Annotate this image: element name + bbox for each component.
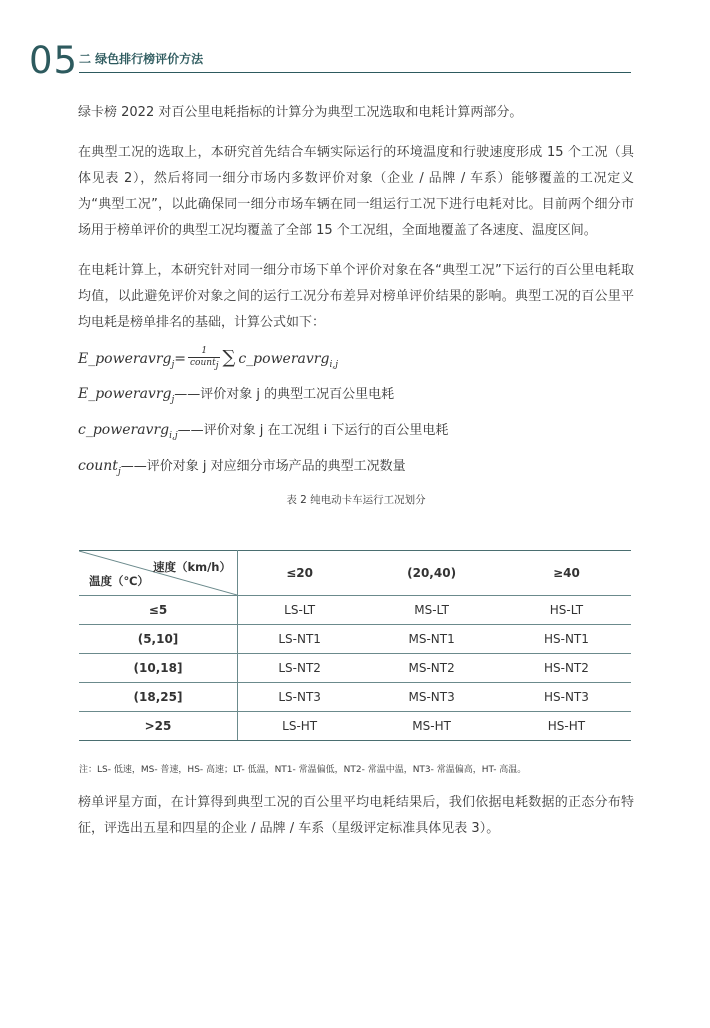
chapter-title: 二 绿色排行榜评价方法 [79,52,204,66]
table-cell: MS-NT3 [361,683,502,712]
table-row [79,683,631,712]
main-content [78,100,634,521]
def3-desc: ——评价对象 j 对应细分市场产品的典型工况数量 [120,459,406,474]
table-row [79,625,631,654]
table-note: 注：LS- 低速，MS- 普速，HS- 高速；LT- 低温，NT1- 常温偏低，NT2- 常温中温，NT3- 常温偏高，HT- 高温。 [79,765,527,775]
table-row [79,654,631,683]
closing-section [78,790,634,856]
formula-eq: = [174,351,187,367]
definition-2 [78,412,634,448]
def3-var: count [78,458,118,474]
definition-1 [78,376,634,412]
paragraph-star-rating: 榜单评星方面，在计算得到典型工况的百公里平均电耗结果后，我们依据电耗数据的正态分布特征，评选出五星和四星的企业 / 品牌 / 车系（星级评定标准具体见表 3）。 [78,795,634,836]
column-header: ≥40 [502,551,631,596]
def2-desc: ——评价对象 j 在工况组 i 下运行的百公里电耗 [177,423,449,438]
def1-sub: j [171,394,175,405]
def2-var: c_poweravrg [78,422,170,438]
formula-rhs-sub: i,j [329,359,338,370]
sigma-symbol: ∑ [222,347,236,368]
corner-temp-label: 温度（℃） [89,574,149,588]
table-cell: HS-NT1 [502,625,631,654]
formula-rhs: c_poweravrg [238,351,330,367]
paragraph-typical-conditions: 在典型工况的选取上，本研究首先结合车辆实际运行的环境温度和行驶速度形成 15 个工况（具体见表 2），然后将同一细分市场内多数评价对象（企业 / 品牌 / 车系）能够覆盖的工况定义为“典型工况”，以此确保同一细分市场车辆在同一组运行工况下进行电耗对比。目前两个细分市场用于榜单评价的典型工况均覆盖了全部 15 个工况组，全面地覆盖了各速度、温度区间。 [78,145,634,238]
table-cell: HS-HT [502,712,631,741]
table-cell: HS-LT [502,596,631,625]
conditions-table [79,550,631,741]
table-cell: LS-NT3 [238,683,362,712]
table-cell: LS-HT [238,712,362,741]
header-divider [79,72,631,73]
fraction-den-text: count [190,358,216,369]
table-caption: 表 2 纯电动卡车运行工况划分 [286,494,426,506]
chapter-number: 05 [29,39,79,82]
table-corner-cell [79,551,238,596]
table-cell: LS-NT1 [238,625,362,654]
column-header: (20,40) [361,551,502,596]
table-row [79,596,631,625]
main-formula [78,340,634,376]
table-cell: LS-NT2 [238,654,362,683]
formula-fraction [188,346,220,372]
formula-lhs: E_poweravrg [78,351,172,367]
def2-sub: i,j [169,430,178,441]
table-cell: LS-LT [238,596,362,625]
table-cell: MS-NT2 [361,654,502,683]
chapter-header [29,39,631,82]
definition-3 [78,448,634,484]
paragraph-energy-calc: 在电耗计算上，本研究针对同一细分市场下单个评价对象在各“典型工况”下运行的百公里电耗取均值，以此避免评价对象之间的运行工况分布差异对榜单评价结果的影响。典型工况的百公里平均电耗是榜单排名的基础，计算公式如下： [78,263,634,330]
row-label: >25 [79,712,238,741]
table-cell: HS-NT2 [502,654,631,683]
def3-sub: j [117,466,121,477]
paragraph-intro: 绿卡榜 2022 对百公里电耗指标的计算分为典型工况选取和电耗计算两部分。 [78,105,523,120]
corner-speed-label: 速度（km/h） [152,560,231,574]
def1-var: E_poweravrg [78,386,172,402]
table-cell: HS-NT3 [502,683,631,712]
column-header: ≤20 [238,551,362,596]
row-label: ≤5 [79,596,238,625]
row-label: (18,25] [79,683,238,712]
fraction-den-sub: j [215,360,219,371]
table-header-row [79,551,631,596]
row-label: (5,10] [79,625,238,654]
formula-lhs-sub: j [171,359,175,370]
table-cell: MS-LT [361,596,502,625]
table-row [79,712,631,741]
fraction-denominator [188,358,220,372]
def1-desc: ——评价对象 j 的典型工况百公里电耗 [174,387,395,402]
table-cell: MS-HT [361,712,502,741]
table-cell: MS-NT1 [361,625,502,654]
row-label: (10,18] [79,654,238,683]
fraction-numerator: 1 [188,346,220,358]
